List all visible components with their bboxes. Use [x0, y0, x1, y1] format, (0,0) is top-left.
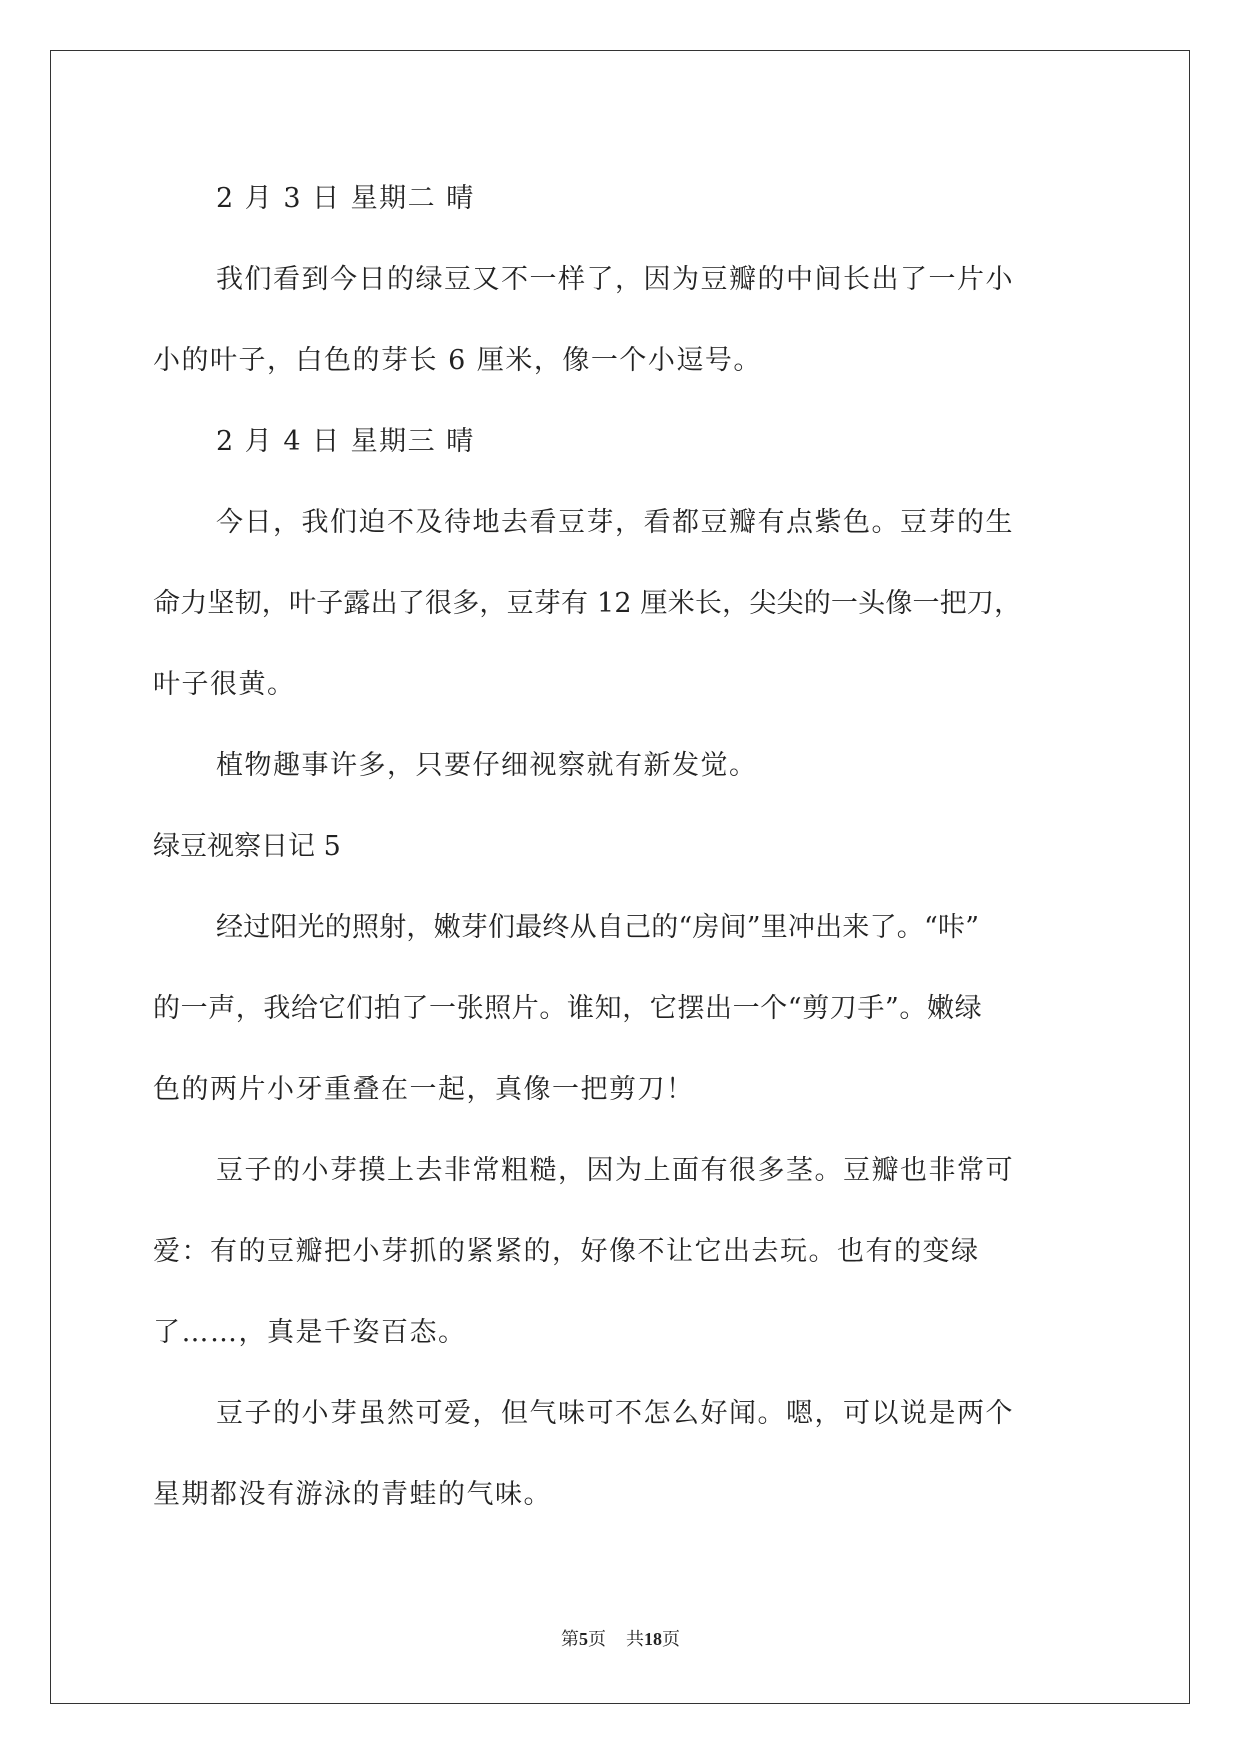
paragraph-line: 植物趣事许多，只要仔细视察就有新发觉。	[216, 750, 758, 781]
paragraph-line: 叶子很黄。	[153, 669, 296, 700]
document-body	[153, 158, 1093, 1535]
total-prefix: 共	[626, 1629, 644, 1650]
diary-date-heading: 2 月 3 日 星期二 晴	[216, 183, 475, 214]
paragraph-line: 经过阳光的照射，嫩芽们最终从自己的“房间”里冲出来了。“咔”	[216, 912, 980, 943]
diary-date-heading: 2 月 4 日 星期三 晴	[216, 426, 475, 457]
paragraph-line: 色的两片小牙重叠在一起，真像一把剪刀！	[153, 1074, 695, 1105]
paragraph-line: 的一声，我给它们拍了一张照片。谁知，它摆出一个“剪刀手”。嫩绿	[153, 993, 983, 1024]
paragraph-line: 命力坚韧，叶子露出了很多，豆芽有 12 厘米长，尖尖的一头像一把刀，	[153, 588, 1022, 619]
total-pages: 18	[644, 1629, 662, 1649]
paragraph-line: 星期都没有游泳的青蛙的气味。	[153, 1479, 552, 1510]
page-prefix: 第	[561, 1629, 579, 1650]
paragraph-line: 豆子的小芽摸上去非常粗糙，因为上面有很多茎。豆瓣也非常可	[216, 1155, 1014, 1186]
page-number: 5	[579, 1629, 588, 1649]
paragraph-line: 豆子的小芽虽然可爱，但气味可不怎么好闻。嗯，可以说是两个	[216, 1398, 1014, 1429]
total-suffix: 页	[662, 1629, 680, 1650]
page-suffix: 页	[588, 1629, 606, 1650]
paragraph-line: 了……，真是千姿百态。	[153, 1317, 467, 1348]
paragraph-line: 爱：有的豆瓣把小芽抓的紧紧的，好像不让它出去玩。也有的变绿	[153, 1236, 980, 1267]
paragraph-line: 今日，我们迫不及待地去看豆芽，看都豆瓣有点紫色。豆芽的生	[216, 507, 1014, 538]
section-title: 绿豆视察日记 5	[153, 831, 341, 862]
paragraph-line: 我们看到今日的绿豆又不一样了，因为豆瓣的中间长出了一片小	[216, 264, 1014, 295]
page-footer	[0, 1627, 1241, 1652]
paragraph-line: 小的叶子，白色的芽长 6 厘米，像一个小逗号。	[153, 345, 762, 376]
